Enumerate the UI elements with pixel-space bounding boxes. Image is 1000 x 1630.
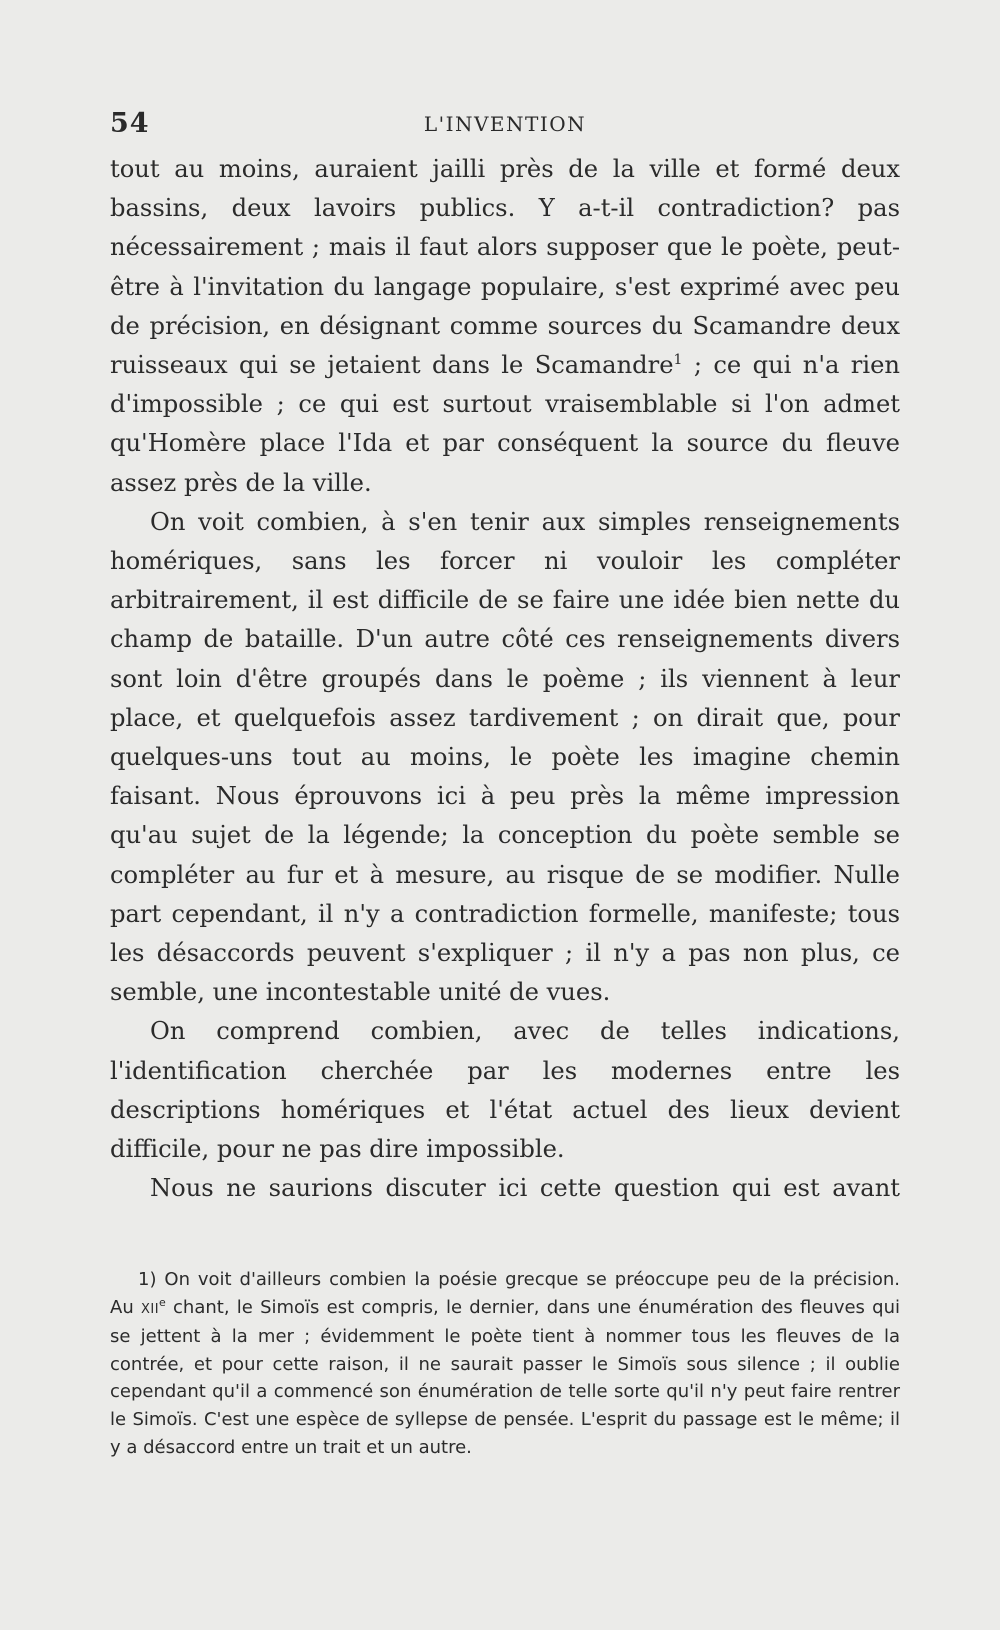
- footnote-text: [110, 1266, 900, 1461]
- paragraph: On voit combien, à s'en tenir aux simples renseignements homériques, sans les forcer ni vouloir les compléter arbitrairement, il est difficile de se faire une idée bien nette du champ de bataille. D'un autre côté ces renseignements divers sont loin d'être groupés dans le poème ; ils viennent à leur place, et quelquefois assez tardivement ; on dirait que, pour quelques-uns tout au moins, le poète les imagine chemin faisant. Nous éprouvons ici à peu près la même impression qu'au sujet de la légende; la conception du poète semble se compléter au fur et à mesure, au risque de se modifier. Nulle part cependant, il n'y a contradiction formelle, manifeste; tous les désaccords peuvent s'expliquer ; il n'y a pas non plus, ce semble, une incontestable unité de vues.: [110, 507, 900, 1007]
- footnote-number: 1): [138, 1269, 157, 1290]
- superscript: e: [159, 1295, 166, 1309]
- main-text: [110, 150, 900, 1208]
- roman-numeral: XII: [140, 1301, 160, 1317]
- page-number: 54: [110, 108, 150, 139]
- footnote-part: On voit d'ailleurs combien la poésie grecque se préoccupe peu de la précision. Au: [110, 1269, 900, 1318]
- footnote-part: chant, le Simoïs est compris, le dernier, dans une énumération des fleuves qui se jettent à la mer ; évidemment le poète tient à nommer tous les fleuves de la contrée, et pour cette raison, il ne saurait passer le Simoïs sous silence ; il oublie cependant qu'il a commencé son énumération de telle sorte qu'il n'y peut faire rentrer le Simoïs. C'est une espèce de syllepse de pensée. L'esprit du passage est le même; il y a désaccord entre un trait et un autre.: [110, 1296, 900, 1458]
- footnote: [110, 1266, 900, 1461]
- footnote-reference: 1: [673, 351, 683, 368]
- running-head: L'INVENTION: [423, 112, 587, 136]
- paragraph-text: ; ce qui n'a rien d'impossible ; ce qui est surtout vraisemblable si l'on admet qu'Homère place l'Ida et par conséquent la source du fleuve assez près de la ville.: [110, 351, 900, 497]
- paragraph-text: tout au moins, auraient jailli près de la ville et formé deux bassins, deux lavoirs publics. Y a-t-il contradiction? pas nécessairement ; mais il faut alors supposer que le poète, peut-être à l'invitation du langage populaire, s'est exprimé avec peu de précision, en désignant comme sources du Scamandre deux ruisseaux qui se jetaient dans le Scamandre: [110, 155, 900, 380]
- paragraph: Nous ne saurions discuter ici cette question qui est avant: [150, 1174, 900, 1203]
- paragraph-continuation: [110, 150, 900, 503]
- paragraph: On comprend combien, avec de telles indications, l'identification cherchée par les modernes entre les descriptions homériques et l'état actuel des lieux devient difficile, pour ne pas dire impossible.: [110, 1017, 900, 1164]
- page-header: [110, 108, 900, 142]
